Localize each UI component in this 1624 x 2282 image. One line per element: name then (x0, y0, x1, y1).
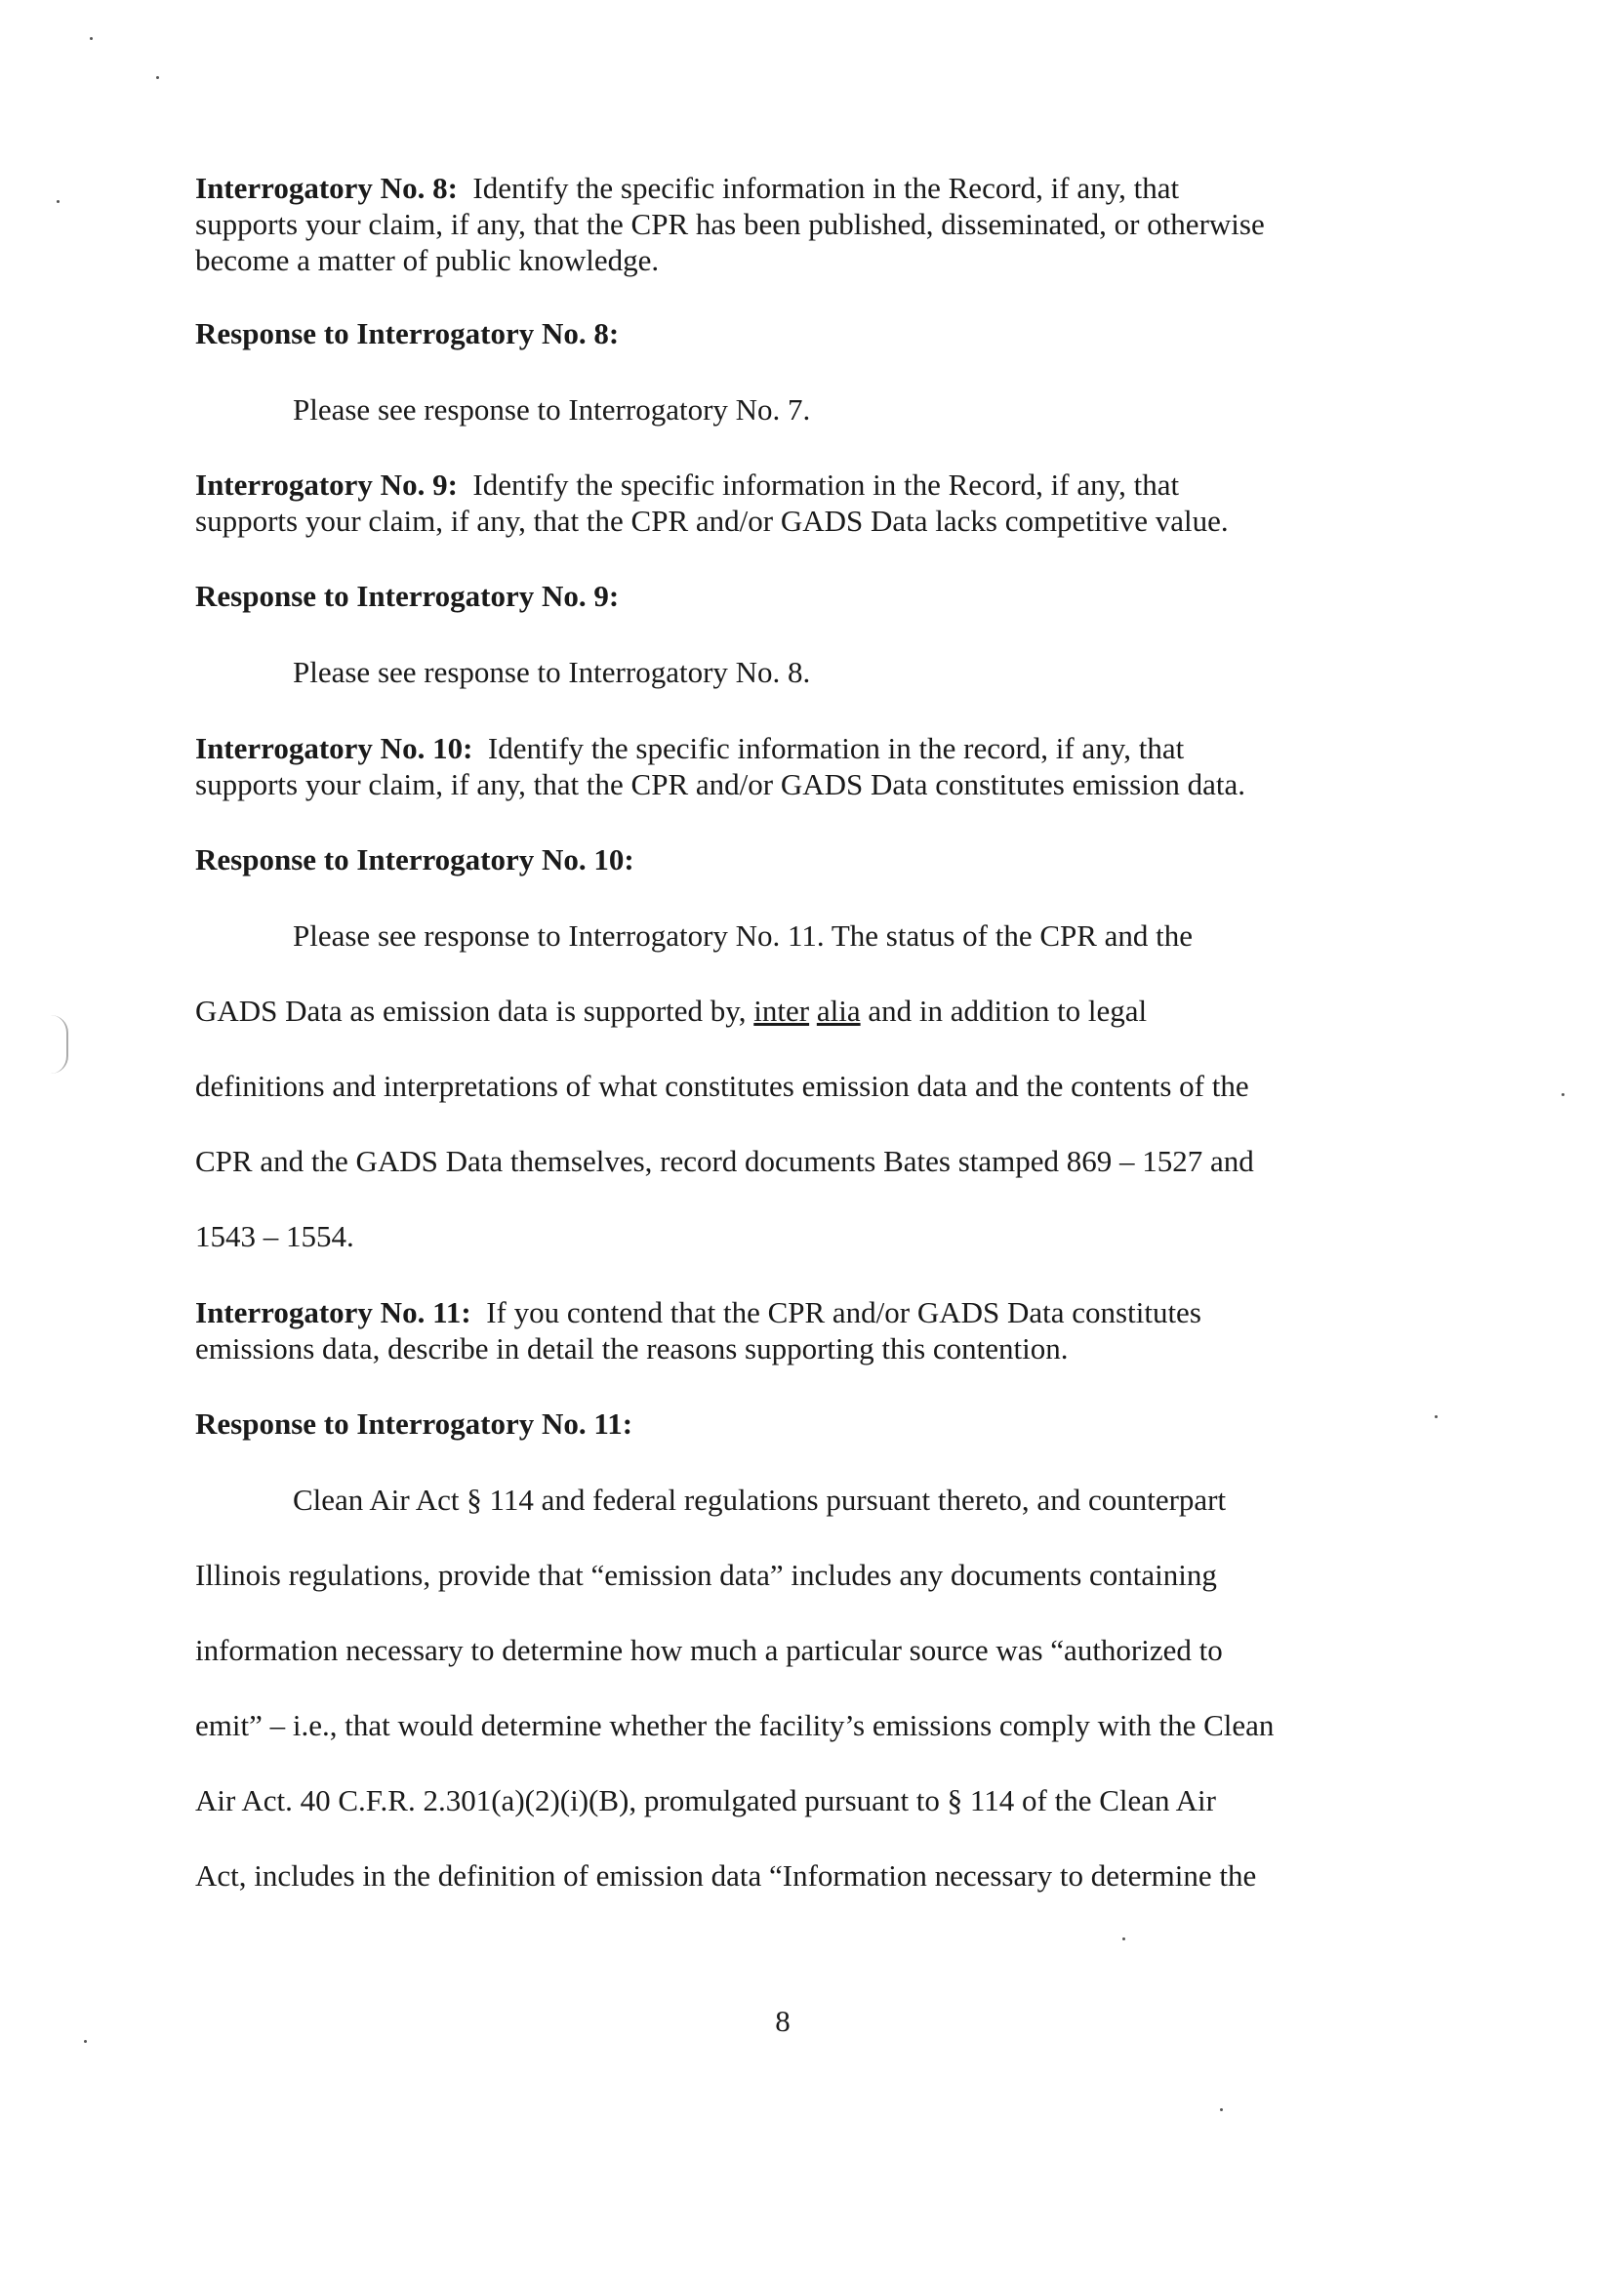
page-number: 8 (775, 2004, 791, 2038)
response-9-text: Please see response to Interrogatory No. 8. (293, 655, 811, 689)
scan-speck (156, 76, 159, 79)
response-10-line-5: 1543 – 1554. (195, 1219, 354, 1253)
response-11-line-1: Clean Air Act § 114 and federal regulations pursuant thereto, and counterpart (293, 1483, 1227, 1517)
scan-speck (84, 2040, 87, 2043)
response-10-alia: alia (816, 994, 861, 1028)
scan-speck (1562, 1093, 1564, 1096)
interrogatory-10-text-2: supports your claim, if any, that the CPR and/or GADS Data constitutes emission data. (195, 767, 1245, 801)
response-10-heading: Response to Interrogatory No. 10: (195, 842, 634, 876)
response-10-line-2 (195, 993, 1147, 1029)
interrogatory-8-text-3: become a matter of public knowledge. (195, 243, 660, 277)
response-10-line-4: CPR and the GADS Data themselves, record documents Bates stamped 869 – 1527 and (195, 1144, 1254, 1178)
response-11-heading: Response to Interrogatory No. 11: (195, 1406, 633, 1441)
scan-speck (1435, 1415, 1438, 1418)
interrogatory-9 (195, 467, 1366, 539)
response-11-line-4: emit” – i.e., that would determine whether the facility’s emissions comply with the Clean (195, 1708, 1275, 1742)
response-10-line-1: Please see response to Interrogatory No. 11. The status of the CPR and the (293, 918, 1194, 953)
interrogatory-9-text-2: supports your claim, if any, that the CPR and/or GADS Data lacks competitive value. (195, 504, 1229, 538)
response-11-line-3: information necessary to determine how much a particular source was “authorized to (195, 1633, 1223, 1667)
interrogatory-8-label: Interrogatory No. 8: (195, 171, 458, 205)
interrogatory-10-text-1: Identify the specific information in the record, if any, that (487, 731, 1185, 765)
scan-speck (1220, 2108, 1223, 2111)
response-8-text: Please see response to Interrogatory No. 7. (293, 392, 811, 427)
response-8-heading: Response to Interrogatory No. 8: (195, 316, 620, 350)
interrogatory-9-text-1: Identify the specific information in the Record, if any, that (472, 468, 1180, 502)
scan-speck (1122, 1937, 1125, 1940)
scan-speck (57, 200, 60, 203)
scan-mark (51, 1015, 68, 1074)
interrogatory-11 (195, 1294, 1366, 1366)
response-10-line-3: definitions and interpretations of what constitutes emission data and the contents of the (195, 1069, 1249, 1103)
response-11-line-6: Act, includes in the definition of emission data “Information necessary to determine the (195, 1858, 1257, 1893)
interrogatory-11-text-1: If you contend that the CPR and/or GADS Data constitutes (486, 1295, 1201, 1329)
scan-speck (90, 37, 93, 40)
interrogatory-11-text-2: emissions data, describe in detail the reasons supporting this contention. (195, 1331, 1069, 1365)
response-9-heading: Response to Interrogatory No. 9: (195, 579, 620, 613)
interrogatory-8-text-1: Identify the specific information in the Record, if any, that (472, 171, 1180, 205)
response-10-inter: inter (753, 994, 810, 1028)
response-10-line-2a: GADS Data as emission data is supported by, (195, 994, 747, 1028)
interrogatory-10 (195, 730, 1366, 802)
interrogatory-8-text-2: supports your claim, if any, that the CPR has been published, disseminated, or otherwise (195, 207, 1265, 241)
response-11-line-2: Illinois regulations, provide that “emission data” includes any documents containing (195, 1558, 1217, 1592)
interrogatory-9-label: Interrogatory No. 9: (195, 468, 458, 502)
response-10-line-2b: and in addition to legal (868, 994, 1148, 1028)
interrogatory-11-label: Interrogatory No. 11: (195, 1295, 471, 1329)
response-11-line-5: Air Act. 40 C.F.R. 2.301(a)(2)(i)(B), promulgated pursuant to § 114 of the Clean Air (195, 1783, 1216, 1817)
interrogatory-8 (195, 170, 1366, 278)
interrogatory-10-label: Interrogatory No. 10: (195, 731, 473, 765)
